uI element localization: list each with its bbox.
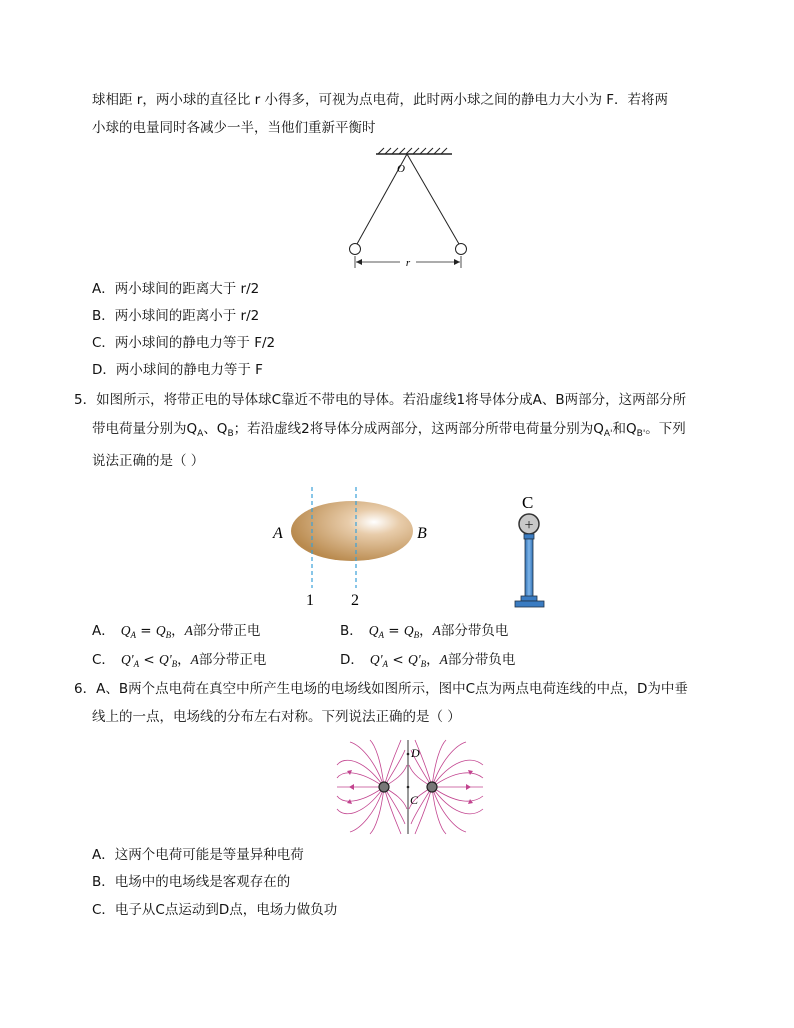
q6-stem-line1: 6．A、B两个点电荷在真空中所产生电场的电场线如图所示，图中C点为两点电荷连线的中点，D为中垂 bbox=[74, 681, 688, 697]
label-c: C bbox=[410, 793, 419, 807]
label-b: B bbox=[417, 525, 427, 542]
q4-pendulum-figure bbox=[340, 148, 470, 273]
q4-stem-line2: 小球的电量同时各减少一半，当他们重新平衡时 bbox=[92, 120, 376, 136]
q6-option-c: C．电子从C点运动到D点，电场力做负功 bbox=[92, 902, 338, 918]
plus-sign: + bbox=[524, 517, 534, 534]
q4-option-b: B．两小球间的距离小于 r/2 bbox=[92, 308, 260, 324]
charge-a bbox=[379, 782, 389, 792]
q5-option-b: B． $Q_A = Q_B$，A部分带负电 bbox=[340, 623, 509, 640]
q5-conductor-figure bbox=[265, 485, 565, 610]
q4-distance-label: r bbox=[405, 257, 411, 269]
q4-stem-line1: 球相距 r，两小球的直径比 r 小得多，可视为点电荷，此时两小球之间的静电力大小为 F．若将两 bbox=[92, 92, 669, 108]
label-line-1: 1 bbox=[306, 592, 314, 609]
q5-option-c: C． $Q'_A < Q'_B$，A部分带正电 bbox=[92, 652, 267, 669]
q4-point-o-label: O bbox=[397, 163, 405, 175]
label-d: D bbox=[411, 746, 420, 760]
q6-option-b: B．电场中的电场线是客观存在的 bbox=[92, 874, 291, 890]
q5-stem-line3: 说法正确的是（ ） bbox=[92, 453, 205, 469]
label-a: A bbox=[273, 525, 283, 542]
q6-field-lines-figure bbox=[335, 740, 485, 834]
q5-option-d: D． $Q'_A < Q'_B$，A部分带负电 bbox=[340, 652, 516, 669]
conductor-ellipse bbox=[291, 501, 413, 561]
q4-option-d: D．两小球间的静电力等于 F bbox=[92, 362, 263, 378]
charge-b bbox=[427, 782, 437, 792]
q4-option-a: A．两小球间的距离大于 r/2 bbox=[92, 281, 260, 297]
q6-stem-line2: 线上的一点，电场线的分布左右对称。下列说法正确的是（ ） bbox=[92, 709, 461, 725]
q4-option-c: C．两小球间的静电力等于 F/2 bbox=[92, 335, 276, 351]
q5-stem-line1: 5．如图所示，将带正电的导体球C靠近不带电的导体。若沿虚线1将导体分成A、B两部分，这两部分所 bbox=[74, 392, 687, 408]
insulating-stand bbox=[525, 539, 533, 597]
q6-option-a: A．这两个电荷可能是等量异种电荷 bbox=[92, 847, 304, 863]
label-line-2: 2 bbox=[351, 592, 359, 609]
q5-option-a: A． $Q_A = Q_B$，A部分带正电 bbox=[92, 623, 261, 640]
label-c: C bbox=[522, 493, 534, 512]
q5-stem-line2: 带电荷量分别为$Q_A$、$Q_B$；若沿虚线2将导体分成两部分，这两部分所带电荷量分别为$Q_{A'}$和$Q_{B'}$。下列 bbox=[92, 421, 686, 439]
